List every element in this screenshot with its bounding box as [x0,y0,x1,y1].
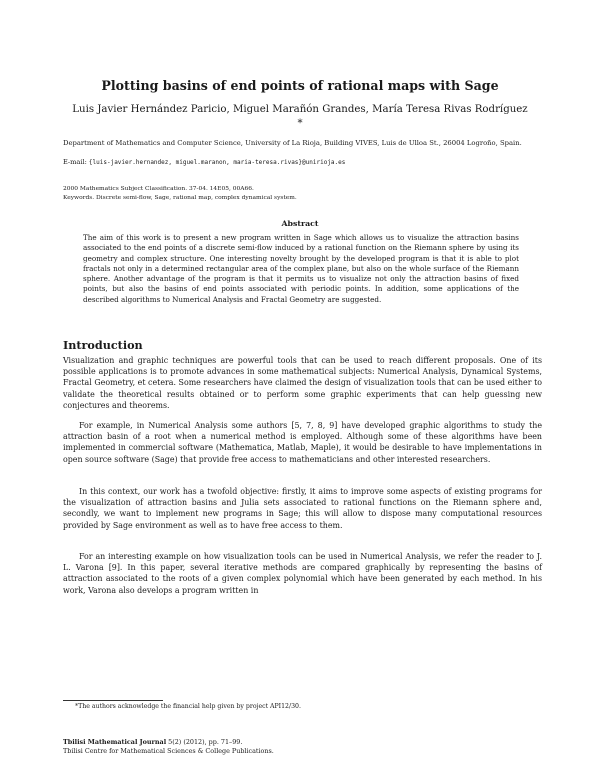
journal-reference: 5(2) (2012), pp. 71–99. [168,738,243,746]
footnote: *The authors acknowledge the financial help given by project API12/30. [75,703,301,710]
abstract-text: The aim of this work is to present a new program written in Sage which allows us to visualize the attraction basins associated to the end points of a discrete semi-flow induced by a rational function on the Riemann sphere by using its geometry and complex structure. One interesting novelty brought by the developed program is that it is able to plot fractals not only in a determined rectangular area of the complex plane, but also on the whole surface of the Riemann sphere. Another advantage of the program is that it permits us to visualize not only the attraction basins of fixed points, but also the basins of end points associated with periodic points. In addition, some applications of the described algorithms to Numerical Analysis and Fractal Geometry are suggested. [83,233,519,304]
paragraph-1: Visualization and graphic techniques are powerful tools that can be used to reach different proposals. One of its possible applications is to promote advances in some mathematical subjects: Numerical Analysis, Dynamical Systems, Fractal Geometry, et cetera. Some researchers have claimed the design of visualization tools that can be used either to validate the theoretical results obtained or to perform some graphic experiments that can help guessing new conjectures and theorems. [63,356,542,410]
email-label: E-mail: [63,158,87,166]
introduction-heading: Introduction [63,338,143,352]
email-address[interactable]: {luis-javier.hernandez, miguel.maranon, maria-teresa.rivas}@unirioja.es [88,159,346,166]
affiliation: Department of Mathematics and Computer Science, University of La Rioja, Building VIVES, Luis de Ulloa St., 26004 Logroño, Spain. [63,139,522,147]
publisher: Tbilisi Centre for Mathematical Sciences & College Publications. [63,747,274,755]
paper-title: Plotting basins of end points of rational maps with Sage [101,78,499,93]
paragraph-2: For example, in Numerical Analysis some authors [5, 7, 8, 9] have developed graphic algorithms to study the attraction basin of a root when a numerical method is employed. Although some of these algorithms have been implemented in commercial software (Mathematica, Matlab, Maple), it would be desirable to have implementations in open source software (Sage) that provide free access to mathematicians and other interested researchers. [63,421,542,464]
email-line [63,158,543,166]
abstract-heading: Abstract [281,219,319,228]
author-list: Luis Javier Hernández Paricio, Miguel Marañón Grandes, María Teresa Rivas Rodríguez * [72,104,528,129]
paragraph-3: In this context, our work has a twofold objective: firstly, it aims to improve some aspects of existing programs for the visualization of attraction basins and Julia sets associated to rational functions on the Riemann sphere and, secondly, we want to implement new programs in Sage; this will allow to dispose many computational resources provided by Sage environment as well as to have free access to them. [63,487,542,530]
paragraph-4: For an interesting example on how visualization tools can be used in Numerical Analysis, we refer the reader to J. L. Varona [9]. In this paper, several iterative methods are compared graphically by representing the basins of attraction associated to the roots of a given complex polynomial which have been generated by each method. In his work, Varona also develops a program written in [63,552,542,595]
journal-info [63,738,274,756]
journal-name: Tbilisi Mathematical Journal [63,738,167,746]
classification-block [63,185,543,202]
keywords: Keywords. Discrete semi-flow, Sage, rational map, complex dynamical system. [63,194,297,201]
footnote-rule [63,700,163,701]
journal-citation [63,738,274,747]
msc-classification: 2000 Mathematics Subject Classification. 37-04. 14E05, 00A66. [63,186,254,192]
